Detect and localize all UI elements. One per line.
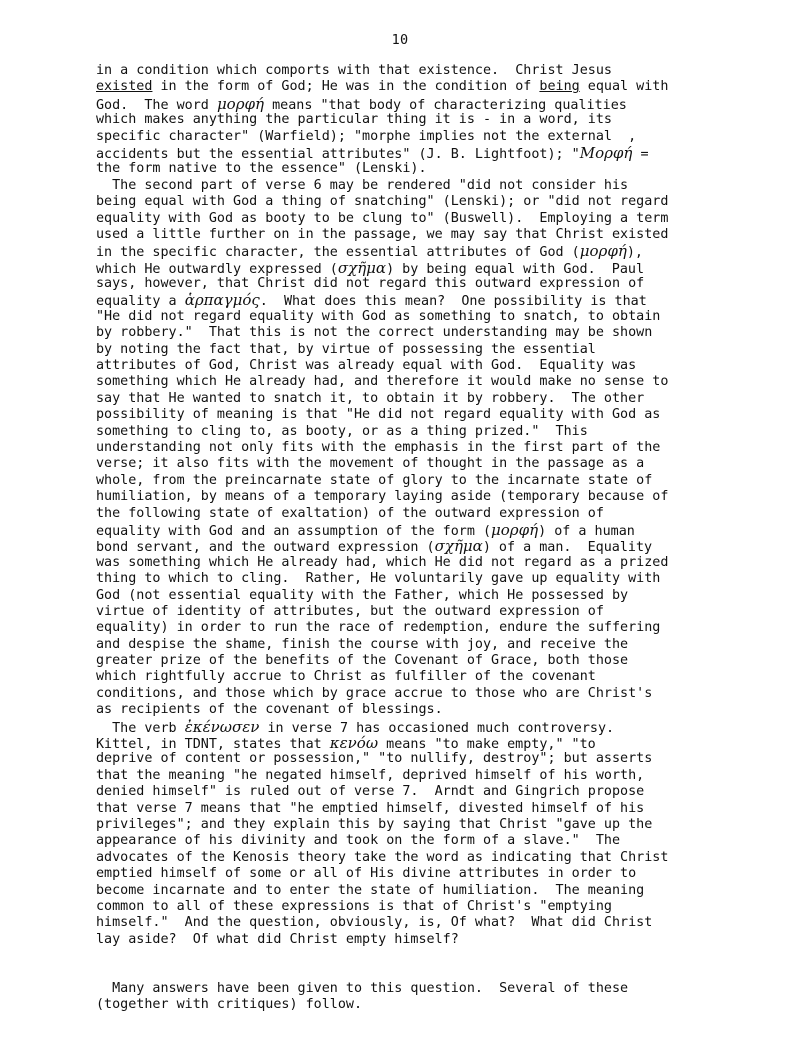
text-line: common to all of these expressions is that of Christ's "emptying bbox=[96, 898, 612, 914]
text-line: the following state of exaltation) of the outward expression of bbox=[96, 505, 604, 521]
text-line: virtue of identity of attributes, but the outward expression of bbox=[96, 603, 604, 619]
text-line: and despise the shame, finish the course with joy, and receive the bbox=[96, 636, 629, 652]
text-line: as recipients of the covenant of blessings. bbox=[96, 702, 443, 718]
text-run: accidents but the essential attributes" (J. B. Lightfoot); " bbox=[96, 146, 580, 162]
text-line bbox=[96, 243, 696, 259]
text-run: bond servant, and the outward expression ( bbox=[96, 540, 435, 556]
text-line: used a little further on in the passage, we may say that Christ existed bbox=[96, 226, 669, 242]
greek-word: μορφή bbox=[491, 520, 539, 539]
text-line: say that He wanted to snatch it, to obtain it by robbery. The other bbox=[96, 390, 645, 406]
text-line: by robbery." That this is not the correct understanding may be shown bbox=[96, 325, 653, 341]
text-run: in the specific character, the essential attributes of God ( bbox=[96, 245, 580, 261]
text-line bbox=[96, 145, 696, 161]
text-line: emptied himself of some or all of His divine attributes in order to bbox=[96, 866, 637, 882]
text-line: something which He already had, and therefore it would make no sense to bbox=[96, 374, 669, 390]
body-text bbox=[96, 63, 696, 1014]
text-line: by noting the fact that, by virtue of possessing the essential bbox=[96, 341, 596, 357]
text-line bbox=[96, 522, 696, 538]
greek-word: ἁρπαγμός bbox=[184, 291, 260, 310]
text-run: in verse 7 has occasioned much controversy. bbox=[259, 720, 615, 736]
text-line bbox=[96, 79, 696, 95]
text-line: humiliation, by means of a temporary laying aside (temporary because of bbox=[96, 489, 669, 505]
text-line bbox=[96, 538, 696, 554]
text-line: advocates of the Kenosis theory take the word as indicating that Christ bbox=[96, 849, 669, 865]
text-run: equality with God and an assumption of the form ( bbox=[96, 523, 492, 539]
text-run: Kittel, in TDNT, states that bbox=[96, 737, 330, 753]
greek-word: μορφή bbox=[216, 94, 265, 113]
text-line: says, however, that Christ did not regard this outward expression of bbox=[96, 276, 645, 292]
text-line: understanding not only fits with the emphasis in the first part of the bbox=[96, 439, 661, 455]
text-line: in a condition which comports with that existence. Christ Jesus bbox=[96, 63, 612, 78]
text-line: Many answers have been given to this question. Several of these bbox=[96, 981, 629, 997]
text-line bbox=[96, 96, 696, 112]
text-line: thing to which to cling. Rather, He voluntarily gave up equality with bbox=[96, 571, 661, 587]
greek-word: ἐκένωσεν bbox=[184, 717, 260, 736]
text-run: = bbox=[632, 146, 649, 162]
text-line: something to cling to, as booty, or as a thing prized." This bbox=[96, 423, 588, 439]
text-run: God. The word bbox=[96, 97, 217, 113]
text-line: whole, from the preincarnate state of glory to the incarnate state of bbox=[96, 472, 653, 488]
text-line bbox=[96, 260, 696, 276]
underlined-word: being bbox=[539, 79, 580, 95]
text-line: "He did not regard equality with God as something to snatch, to obtain bbox=[96, 308, 661, 324]
text-line: deprive of content or possession," "to nullify, destroy"; but asserts bbox=[96, 751, 653, 767]
text-line: greater prize of the benefits of the Covenant of Grace, both those bbox=[96, 653, 629, 669]
text-line: being equal with God a thing of snatching" (Lenski); or "did not regard bbox=[96, 194, 669, 210]
text-run: means "to make empty," "to bbox=[378, 737, 596, 753]
text-line bbox=[96, 292, 696, 308]
text-line: possibility of meaning is that "He did not regard equality with God as bbox=[96, 407, 661, 423]
text-run: ) of a human bbox=[538, 523, 635, 539]
text-line: become incarnate and to enter the state of humiliation. The meaning bbox=[96, 882, 645, 898]
text-run: The verb bbox=[96, 720, 185, 736]
text-line: equality with God as booty to be clung to" (Buswell). Employing a term bbox=[96, 210, 669, 226]
greek-word: Μορφή bbox=[579, 143, 633, 162]
text-run: equal with bbox=[579, 79, 669, 95]
text-line: privileges"; and they explain this by saying that Christ "gave up the bbox=[96, 816, 653, 832]
text-line: conditions, and those which by grace accrue to those who are Christ's bbox=[96, 685, 653, 701]
text-run: ) of a man. Equality bbox=[482, 540, 653, 556]
text-line: that verse 7 means that "he emptied himself, divested himself of his bbox=[96, 800, 645, 816]
underlined-word: existed bbox=[96, 79, 153, 95]
greek-word: σχῆμα bbox=[434, 537, 483, 556]
text-line: denied himself" is ruled out of verse 7. Arndt and Gingrich propose bbox=[96, 784, 645, 800]
text-run: . What does this mean? One possibility is that bbox=[259, 294, 647, 310]
text-run: equality a bbox=[96, 294, 185, 310]
text-run: ), bbox=[626, 245, 643, 261]
greek-word: σχῆμα bbox=[337, 258, 387, 277]
text-line: The second part of verse 6 may be rendered "did not consider his bbox=[96, 177, 629, 193]
text-line: God (not essential equality with the Father, which He possessed by bbox=[96, 587, 629, 603]
text-line: attributes of God, Christ was already equal with God. Equality was bbox=[96, 358, 637, 374]
greek-word: κενόω bbox=[329, 734, 379, 753]
text-line: specific character" (Warfield); "morphe implies not the external , bbox=[96, 128, 637, 144]
text-run: in the form of God; He was in the condition of bbox=[152, 79, 540, 95]
text-line: equality) in order to run the race of redemption, endure the suffering bbox=[96, 620, 661, 636]
text-line: lay aside? Of what did Christ empty himself? bbox=[96, 931, 459, 947]
page-number: 10 bbox=[391, 32, 409, 48]
text-line: appearance of his divinity and took on the form of a slave." The bbox=[96, 833, 621, 849]
text-line: the form native to the essence" (Lenski). bbox=[96, 161, 427, 177]
text-line: (together with critiques) follow. bbox=[96, 997, 363, 1013]
text-line: that the meaning "he negated himself, deprived himself of his worth, bbox=[96, 767, 645, 783]
text-line: was something which He already had, which He did not regard as a prized bbox=[96, 554, 669, 570]
text-line: which makes anything the particular thing it is - in a word, its bbox=[96, 112, 612, 128]
text-line: himself." And the question, obviously, is, Of what? What did Christ bbox=[96, 915, 653, 931]
text-line: verse; it also fits with the movement of thought in the passage as a bbox=[96, 456, 645, 472]
text-line bbox=[96, 735, 696, 751]
text-line: which rightfully accrue to Christ as fulfiller of the covenant bbox=[96, 669, 596, 685]
text-run: means "that body of characterizing qualities bbox=[264, 97, 627, 113]
greek-word: μορφή bbox=[579, 242, 627, 261]
text-run: ) by being equal with God. Paul bbox=[386, 261, 645, 277]
text-line bbox=[96, 719, 696, 735]
text-run: which He outwardly expressed ( bbox=[96, 261, 338, 277]
text-line bbox=[96, 948, 696, 981]
